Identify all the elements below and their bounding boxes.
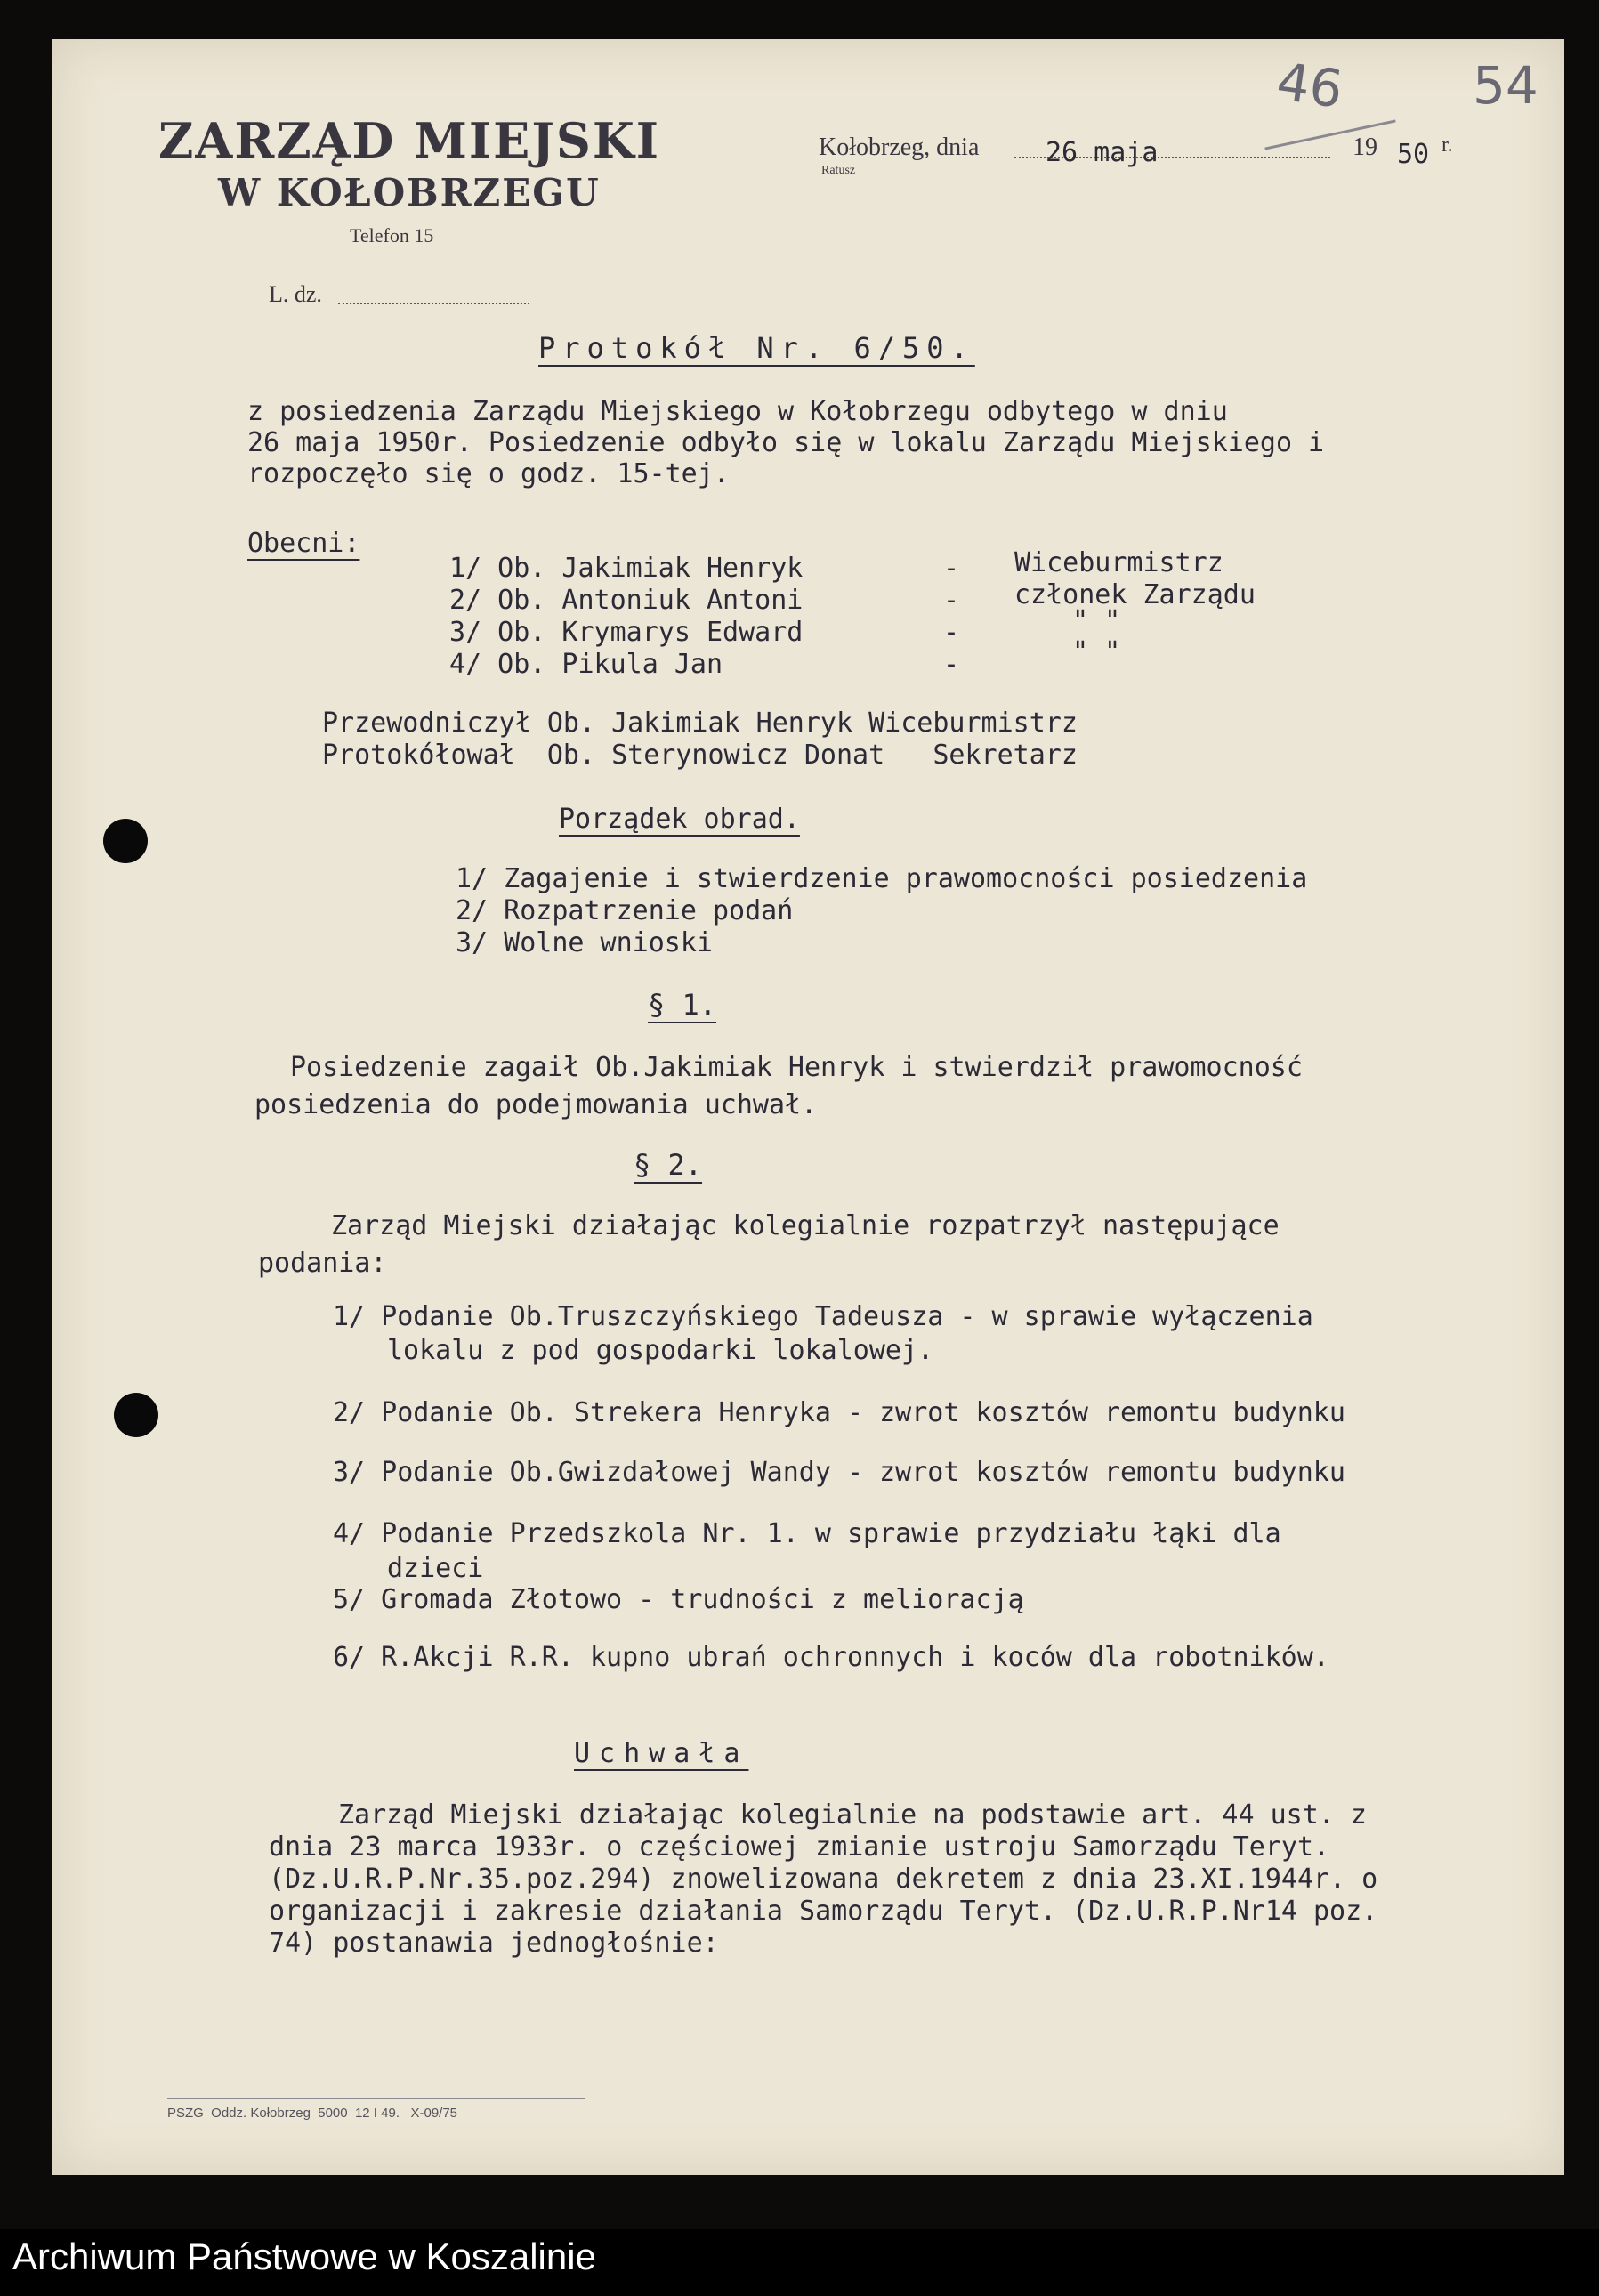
- petition-6: 6/ R.Akcji R.R. kupno ubrań ochronnych i koców dla robotników.: [333, 1642, 1329, 1673]
- present-dash-4: -: [943, 649, 960, 680]
- section-2-label: § 2.: [634, 1148, 703, 1182]
- present-role-4: " ": [1072, 636, 1121, 667]
- present-name-2: 2/ Ob. Antoniuk Antoni: [449, 585, 804, 616]
- present-name-4: 4/ Ob. Pikula Jan: [449, 649, 723, 680]
- present-role-1: Wiceburmistrz: [1014, 547, 1223, 578]
- ldz-label: L. dz.: [269, 281, 322, 307]
- pencil-annotation-2: 54: [1473, 55, 1538, 116]
- agenda-item-2: 2/ Rozpatrzenie podań: [456, 895, 794, 926]
- resolution-line-2: dnia 23 marca 1933r. o częściowej zmianie ustroju Samorządu Teryt.: [269, 1831, 1330, 1863]
- letterhead-phone: Telefon 15: [350, 224, 434, 247]
- petition-3: 3/ Podanie Ob.Gwizdałowej Wandy - zwrot kosztów remontu budynku: [333, 1457, 1345, 1488]
- letterhead-line-2: W KOŁOBRZEGU: [218, 171, 601, 214]
- pencil-annotation-1: 46: [1272, 51, 1347, 120]
- present-dash-1: -: [943, 553, 960, 584]
- agenda-item-1: 1/ Zagajenie i stwierdzenie prawomocności posiedzenia: [456, 863, 1308, 894]
- chair-line: Przewodniczył Ob. Jakimiak Henryk Wiceburmistrz: [322, 707, 1078, 739]
- letterhead-line-1: ZARZĄD MIEJSKI: [158, 112, 661, 169]
- dateline-date: 26 maja: [1046, 137, 1159, 168]
- resolution-line-3: (Dz.U.R.P.Nr.35.poz.294) znowelizowana dekretem z dnia 23.XI.1944r. o: [269, 1863, 1378, 1895]
- present-dash-2: -: [943, 585, 960, 616]
- present-name-3: 3/ Ob. Krymarys Edward: [449, 617, 804, 648]
- petition-4-line-1: 4/ Podanie Przedszkola Nr. 1. w sprawie przydziału łąki dla: [333, 1518, 1281, 1549]
- petition-1-line-1: 1/ Podanie Ob.Truszczyńskiego Tadeusza - w sprawie wyłączenia: [333, 1301, 1313, 1332]
- section-1-label: § 1.: [648, 988, 717, 1022]
- resolution-line-5: 74) postanawia jednogłośnie:: [269, 1928, 719, 1959]
- dateline-year-prefix: 19: [1353, 133, 1377, 161]
- minutes-line: Protokółował Ob. Sterynowicz Donat Sekretarz: [322, 740, 1078, 771]
- present-dash-3: -: [943, 617, 960, 648]
- present-role-3: " ": [1072, 605, 1121, 636]
- intro-line-2: 26 maja 1950r. Posiedzenie odbyło się w lokalu Zarządu Miejskiego i: [247, 427, 1325, 458]
- resolution-line-1: Zarząd Miejski działając kolegialnie na podstawie art. 44 ust. z: [338, 1799, 1367, 1831]
- dateline-year-suffix: r.: [1442, 133, 1453, 157]
- resolution-label: Uchwała: [574, 1738, 749, 1769]
- petition-2: 2/ Podanie Ob. Strekera Henryka - zwrot kosztów remontu budynku: [333, 1397, 1345, 1428]
- printer-imprint: PSZG Oddz. Kołobrzeg 5000 12 I 49. X-09/75: [167, 2106, 458, 2121]
- section-1-line-2: posiedzenia do podejmowania uchwał.: [254, 1089, 818, 1120]
- present-label: Obecni:: [247, 528, 360, 559]
- present-role-2: członek Zarządu: [1014, 579, 1256, 610]
- agenda-label: Porządek obrad.: [559, 804, 800, 835]
- petition-1-line-2: lokalu z pod gospodarki lokalowej.: [387, 1335, 934, 1366]
- print-rule: [167, 2098, 585, 2099]
- archive-footer-text: Archiwum Państwowe w Koszalinie: [12, 2235, 596, 2277]
- ldz-dotted-line: [338, 303, 529, 304]
- intro-line-1: z posiedzenia Zarządu Miejskiego w Kołobrzegu odbytego w dniu: [247, 396, 1228, 427]
- section-2-intro-2: podania:: [258, 1248, 387, 1279]
- dateline-place: Kołobrzeg, dnia: [819, 133, 980, 161]
- section-2-intro-1: Zarząd Miejski działając kolegialnie rozpatrzył następujące: [331, 1210, 1280, 1241]
- punch-hole-top: [103, 819, 148, 863]
- intro-line-3: rozpoczęło się o godz. 15-tej.: [247, 458, 730, 489]
- document-title: Protokół Nr. 6/50.: [538, 331, 975, 365]
- dateline-year: 50: [1397, 139, 1430, 170]
- petition-5: 5/ Gromada Złotowo - trudności z melioracją: [333, 1584, 1024, 1615]
- punch-hole-bottom: [114, 1393, 158, 1437]
- agenda-item-3: 3/ Wolne wnioski: [456, 927, 713, 958]
- present-name-1: 1/ Ob. Jakimiak Henryk: [449, 553, 804, 584]
- resolution-line-4: organizacji i zakresie działania Samorządu Teryt. (Dz.U.R.P.Nr14 poz.: [269, 1896, 1378, 1927]
- dateline-sub: Ratusz: [821, 164, 856, 177]
- section-1-line-1: Posiedzenie zagaił Ob.Jakimiak Henryk i stwierdził prawomocność: [290, 1052, 1303, 1083]
- petition-4-line-2: dzieci: [387, 1553, 484, 1584]
